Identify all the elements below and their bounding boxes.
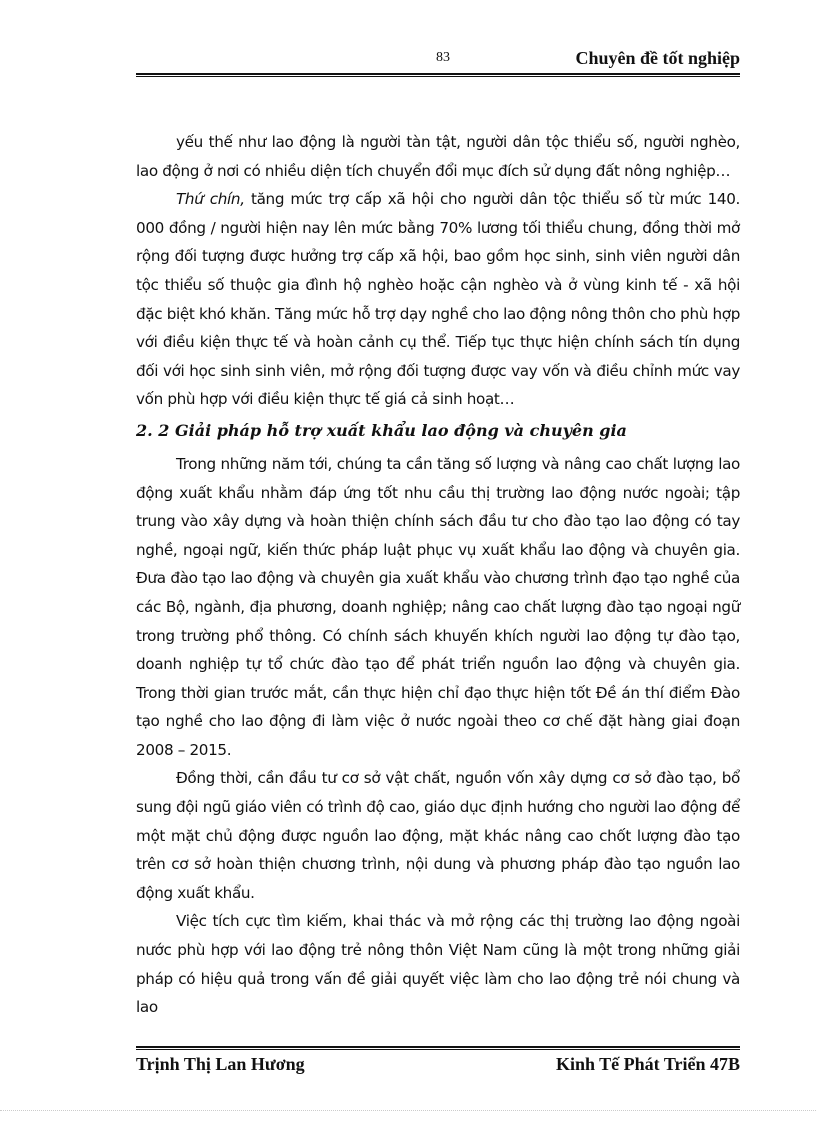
header-rule-thin: [136, 76, 740, 77]
page-number: 83: [436, 50, 450, 65]
header-rule: [136, 73, 740, 75]
paragraph-1: yếu thế như lao động là người tàn tật, người dân tộc thiểu số, người nghèo, lao động ở nơi có nhiều diện tích chuyển đổi mục đích sử dụng đất nông nghiệp…: [136, 133, 740, 180]
body-text: [136, 128, 740, 1022]
paragraph-2-text: tăng mức trợ cấp xã hội cho người dân tộc thiểu số từ mức 140. 000 đồng / người hiện nay lên mức bằng 70% lương tối thiểu chung, đồng thời mở rộng đối tượng được hưởng trợ cấp xã hội, bao gồm học sinh, sinh viên người dân tộc thiểu số thuộc gia đình hộ nghèo hoặc cận nghèo và ở vùng kinh tế - xã hội đặc biệt khó khăn. Tăng mức hỗ trợ dạy nghề cho lao động nông thôn cho phù hợp với điều kiện thực tế và hoàn cảnh cụ thể. Tiếp tục thực hiện chính sách tín dụng đối với học sinh sinh viên, mở rộng đối tượng được vay vốn và điều chỉnh mức vay vốn phù hợp với điều kiện thực tế giá cả sinh hoạt…: [136, 190, 741, 409]
footer-class: Kinh Tế Phát Triển 47B: [555, 1054, 740, 1074]
footer-rule-thin: [136, 1049, 740, 1050]
paragraph-5: Việc tích cực tìm kiếm, khai thác và mở rộng các thị trường lao động ngoài nước phù hợp với lao động trẻ nông thôn Việt Nam cũng là một trong những giải pháp có hiệu quả trong vấn đề giải quyết việc làm cho lao động trẻ nói chung và lao: [136, 912, 740, 1017]
page-header: [136, 46, 740, 74]
footer-rule: [136, 1046, 740, 1048]
page-bottom-border: [0, 1110, 816, 1111]
page-footer: [136, 1054, 740, 1080]
section-heading: 2. 2 Giải pháp hỗ trợ xuất khẩu lao động và chuyên gia: [136, 420, 627, 440]
paragraph-3: Trong những năm tới, chúng ta cần tăng số lượng và nâng cao chất lượng lao động xuất khẩu nhằm đáp ứng tốt nhu cầu thị trường lao động nước ngoài; tập trung vào xây dựng và hoàn thiện chính sách đầu tư cho đào tạo lao động có tay nghề, ngoại ngữ, kiến thức pháp luật phục vụ xuất khẩu lao động và chuyên gia. Đưa đào tạo lao động và chuyên gia xuất khẩu vào chương trình đạo tạo nghề của các Bộ, ngành, địa phương, doanh nghiệp; nâng cao chất lượng đào tạo ngoại ngữ trong trường phổ thông. Có chính sách khuyến khích người lao động tự đào tạo, doanh nghiệp tự tổ chức đào tạo để phát triển nguồn lao động và chuyên gia. Trong thời gian trước mắt, cần thực hiện chỉ đạo thực hiện tốt Đề án thí điểm Đào tạo nghề cho lao động đi làm việc ở nước ngoài theo cơ chế đặt hàng giai đoạn 2008 – 2015.: [136, 454, 740, 759]
paragraph-2: [136, 185, 740, 414]
paragraph-2-lead: Thứ chín,: [176, 190, 245, 209]
header-title: Chuyên đề tốt nghiệp: [575, 48, 740, 68]
paragraph-4: Đồng thời, cần đầu tư cơ sở vật chất, nguồn vốn xây dựng cơ sở đào tạo, bổ sung đội ngũ giáo viên có trình độ cao, giáo dục định hướng cho người lao động để một mặt chủ động được nguồn lao động, mặt khác nâng cao chốt lượng đào tạo trên cơ sở hoàn thiện chương trình, nội dung và phương pháp đào tạo nguồn lao động xuất khẩu.: [136, 769, 740, 902]
footer-author: Trịnh Thị Lan Hương: [136, 1054, 305, 1074]
